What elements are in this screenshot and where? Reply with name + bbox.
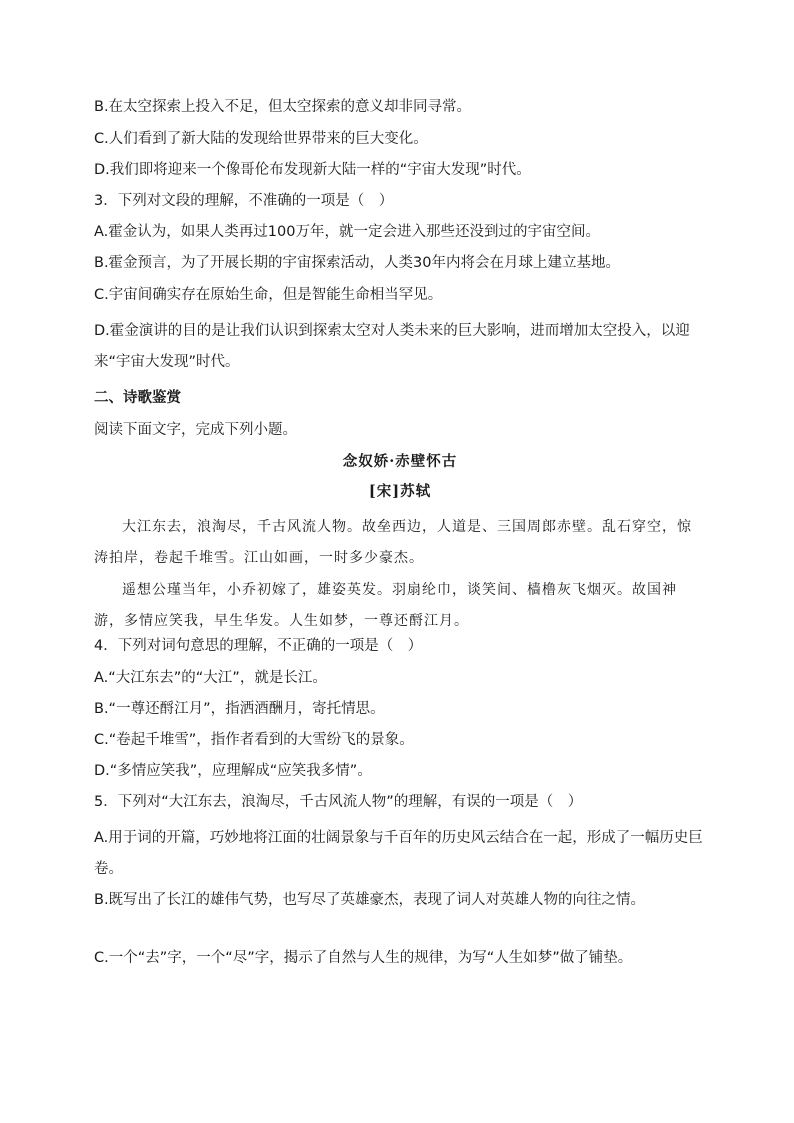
section-heading-poetry: 二、诗歌鉴赏	[94, 390, 181, 406]
reading-instruction: 阅读下面文字，完成下列小题。	[94, 422, 297, 438]
q4-option-b: B.“一尊还酹江月”，指洒酒酬月，寄托情思。	[94, 701, 385, 717]
q3-option-a: A.霍金认为，如果人类再过100万年，就一定会进入那些还没到过的宇宙空间。	[94, 224, 600, 240]
q3-option-c: C.宇宙间确实存在原始生命，但是智能生命相当罕见。	[94, 287, 443, 303]
q5-option-b: B.既写出了长江的雄伟气势，也写尽了英雄豪杰，表现了词人对英雄人物的向往之情。	[94, 892, 646, 908]
q2-option-b: B.在太空探索上投入不足，但太空探索的意义却非同寻常。	[94, 99, 472, 115]
q4-option-c: C.“卷起千堆雪”，指作者看到的大雪纷飞的景象。	[94, 732, 414, 748]
q2-option-d: D.我们即将迎来一个像哥伦布发现新大陆一样的“宇宙大发现”时代。	[94, 162, 531, 178]
question-3: 3．下列对文段的理解，不准确的一项是（ ）	[94, 193, 394, 209]
q5-option-c: C.一个“去”字，一个“尽”字，揭示了自然与人生的规律，为写“人生如梦”做了铺垫。	[94, 950, 633, 966]
q4-option-d: D.“多情应笑我”，应理解成“应笑我多情”。	[94, 763, 372, 779]
question-4: 4．下列对词句意思的理解，不正确的一项是（ ）	[94, 638, 423, 654]
q4-option-a: A.“大江东去”的“大江”，就是长江。	[94, 670, 327, 686]
question-5: 5．下列对“大江东去，浪淘尽，千古风流人物”的理解，有误的一项是（ ）	[94, 794, 583, 810]
poem-stanza-2: 遥想公瑾当年，小乔初嫁了，雄姿英发。羽扇纶巾，谈笑间、樯橹灰飞烟灭。故国神游，多情应笑我，早生华发。人生如梦，一尊还酹江月。	[94, 582, 677, 629]
poem-stanza-1: 大江东去，浪淘尽，千古风流人物。故垒西边，人道是、三国周郎赤壁。乱石穿空，惊涛拍岸，卷起千堆雪。江山如画，一时多少豪杰。	[94, 519, 692, 566]
q5-option-a: A.用于词的开篇，巧妙地将江面的壮阔景象与千百年的历史风云结合在一起，形成了一幅历史巨卷。	[94, 830, 703, 877]
q2-option-c: C.人们看到了新大陆的发现给世界带来的巨大变化。	[94, 131, 428, 147]
poem-author: [宋]苏轼	[368, 483, 432, 500]
q3-option-d: D.霍金演讲的目的是让我们认识到探索太空对人类未来的巨大影响，进而增加太空投入，以迎来“宇宙大发现”时代。	[94, 323, 690, 370]
q3-option-b: B.霍金预言，为了开展长期的宇宙探索活动，人类30年内将会在月球上建立基地。	[94, 255, 621, 271]
poem-title: 念奴娇·赤壁怀古	[342, 453, 458, 470]
